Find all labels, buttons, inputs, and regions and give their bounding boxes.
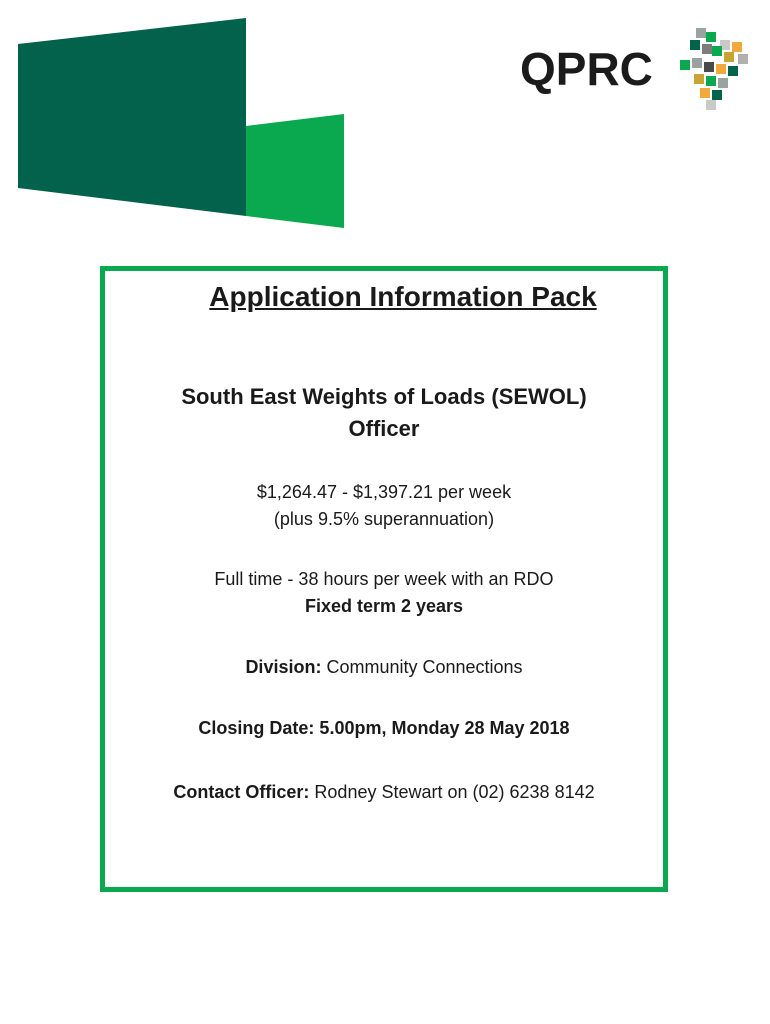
page-title: Application Information Pack (209, 281, 597, 312)
position-title-line-2: Officer (348, 416, 420, 441)
logo-mosaic-icon (676, 24, 756, 114)
logo-wordmark: QPRC (520, 43, 653, 95)
employment-type: Full time - 38 hours per week with an RDO (214, 569, 554, 589)
position-title-line-1: South East Weights of Loads (SEWOL) (181, 384, 587, 409)
salary-range: $1,264.47 - $1,397.21 per week (256, 482, 512, 502)
contact-value: Rodney Stewart on (02) 6238 8142 (314, 782, 595, 802)
dark-green-panel (18, 18, 246, 216)
header-banner-graphic (0, 0, 360, 240)
closing-date: Closing Date: 5.00pm, Monday 28 May 2018 (198, 718, 570, 738)
division-value: Community Connections (326, 657, 523, 677)
bright-green-panel (246, 114, 344, 228)
division-line (105, 654, 663, 681)
application-info-box (100, 266, 668, 892)
qprc-logo (518, 24, 758, 114)
salary-block (105, 479, 663, 533)
contact-line (105, 779, 663, 806)
division-label: Division: (245, 657, 322, 677)
employment-block (105, 566, 663, 620)
employment-term: Fixed term 2 years (304, 596, 464, 616)
position-title (105, 381, 663, 445)
superannuation-note: (plus 9.5% superannuation) (273, 509, 495, 529)
contact-label: Contact Officer: (173, 782, 310, 802)
